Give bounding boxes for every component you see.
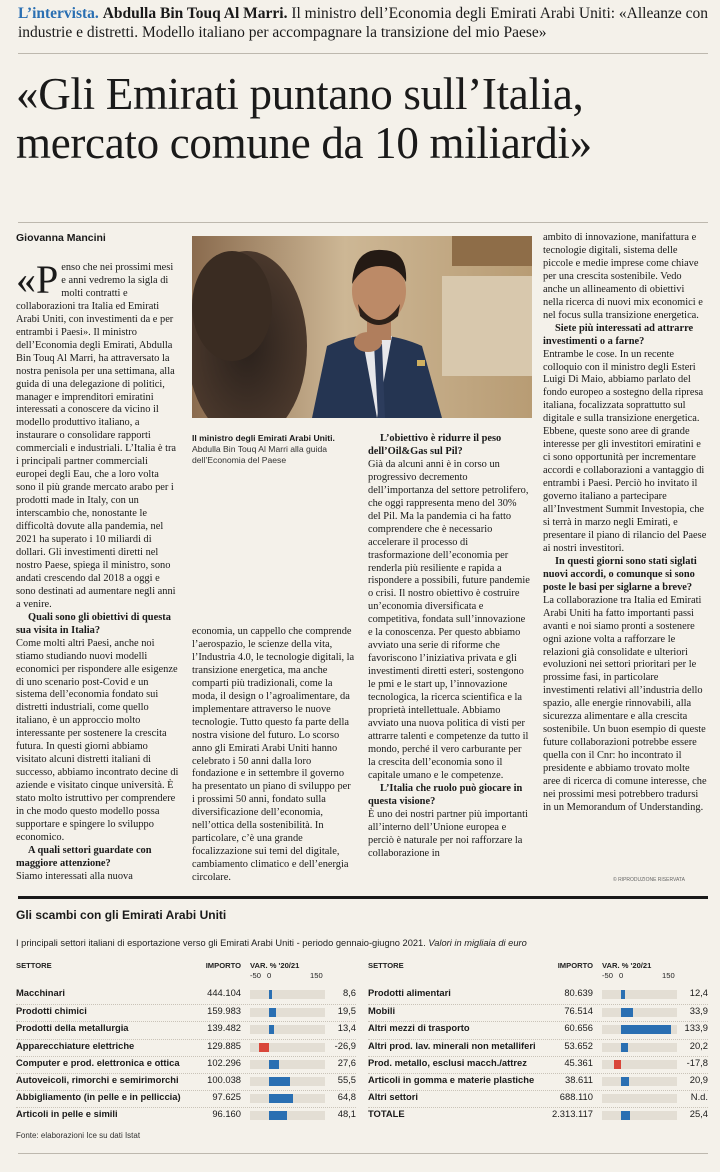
- tick-zero: 0: [267, 971, 272, 980]
- var-value: 20,2: [689, 1039, 708, 1051]
- sector-label: TOTALE: [368, 1108, 405, 1120]
- col-head-import: IMPORTO: [557, 961, 593, 970]
- amount-value: 60.656: [564, 1022, 593, 1034]
- var-bar-track: [250, 1077, 325, 1086]
- sector-label: Mobili: [368, 1005, 396, 1017]
- var-bar: [621, 1043, 629, 1052]
- article-lead: «P enso che nei prossimi mesi e anni vedremo la sigla di molti contratti e collaborazioni tra Italia ed Emirati Arabi Uniti, con investimenti da e per entrambi i Paesi». Il ministro dell’Economia degli Emirati, Abdulla Bin Touq Al Marri, ha attraversato la nostra penisola per una settimana, alla guida di una delegazione di politici, manager e imprenditori emiratini interessati a conoscere da vicino il modello produttivo italiano, a instaurare o consolidare rapporti commerciali e industriali. L’Italia è tra i principali partner commerciali europei degli Eau, che a loro volta sono il più grande mercato arabo per i prodotti made in Italy, con un interscambio che, nonostante le difficoltà dovute alla pandemia, nel 2021 ha superato i 10 miliardi di dollari. Gli investimenti diretti nel nostro Paese, spiega il ministro, sono andati crescendo dal 2018 a oggi e sono destinati ad aumentare negli anni a venire.: [16, 257, 177, 610]
- amount-value: 444.104: [207, 987, 241, 998]
- caption-bold: Il ministro degli Emirati Arabi Uniti.: [192, 433, 335, 443]
- var-bar: [269, 1060, 279, 1069]
- amount-value: 96.160: [212, 1108, 241, 1120]
- question: In questi giorni sono stati siglati nuovi accordi, o comunque si sono poste le basi per siglarne a breve?: [543, 555, 697, 593]
- var-bar: [621, 1025, 671, 1034]
- article-column-3: [368, 433, 530, 860]
- var-bar: [621, 990, 626, 999]
- var-value: 33,9: [689, 1005, 708, 1017]
- source-note: Fonte: elaborazioni Ice su dati Istat: [16, 1131, 141, 1140]
- question: A quali settori guardate con maggiore attenzione?: [16, 844, 152, 869]
- question: Siete più interessati ad attrarre investimenti o a farne?: [543, 322, 694, 347]
- box-title: Gli scambi con gli Emirati Arabi Uniti: [16, 908, 227, 922]
- answer: Entrambe le cose. In un recente colloquio con il ministro degli Esteri Luigi Di Maio, abbiamo parlato del fondo europeo a sostegno della ripresa italiana, focalizzata soprattutto sul digitale e sulla transizione energetica. Ebbene, queste sono aree di grande interesse per gli investitori emiratini e ci sono opportunità per incrementare accordi e collaborazioni a vantaggio di entrambi i Paesi. Perciò ho invitato il governo italiano a partecipare all’Investment Summit Investopia, che si terrà in marzo negli Emirati, e presentare il piano di rilancio del Paese ai nostri investitori.: [543, 348, 707, 554]
- var-bar-track: [250, 990, 325, 999]
- var-bar: [269, 1111, 287, 1120]
- kicker-name: Abdulla Bin Touq Al Marri.: [102, 5, 288, 22]
- sector-label: Articoli in pelle e simili: [16, 1108, 118, 1120]
- photo-caption: [192, 433, 362, 466]
- divider: [18, 1153, 708, 1154]
- divider: [18, 222, 708, 223]
- caption-text: Abdulla Bin Touq Al Marri alla guida dell’Economia del Paese: [192, 444, 328, 465]
- sector-label: Altri mezzi di trasporto: [368, 1022, 470, 1034]
- var-bar-track: [250, 1094, 325, 1103]
- col-head-sector: SETTORE: [368, 961, 404, 970]
- article-column-1: [16, 257, 180, 884]
- question: Quali sono gli obiettivi di questa sua visita in Italia?: [16, 611, 171, 636]
- var-bar-track: [602, 1008, 677, 1017]
- table-row: [368, 1107, 708, 1125]
- var-value: 48,1: [337, 1108, 356, 1120]
- headline-line-2: mercato comune da 10 miliardi»: [16, 118, 592, 168]
- var-bar: [621, 1008, 634, 1017]
- box-subtitle: I principali settori italiani di esportazione verso gli Emirati Arabi Uniti - periodo gennaio-giugno 2021. Valori in migliaia di euro: [16, 938, 527, 948]
- kicker: [18, 4, 708, 42]
- col-head-sector: SETTORE: [16, 961, 52, 970]
- copyright: © RIPRODUZIONE RISERVATA: [613, 877, 685, 883]
- var-bar: [269, 1008, 276, 1017]
- table-row: [368, 1056, 708, 1074]
- var-value: 13,4: [337, 1022, 356, 1034]
- var-bar-track: [602, 1094, 677, 1103]
- answer: La collaborazione tra Italia ed Emirati Arabi Uniti ha fatto importanti passi avanti e noi siamo pronti a sostenere ogni azione volta a rafforzare le relazioni già consolidate e ulteriori evoluzioni nei settori prioritari per le prossime fasi, in particolare investimenti relativi all’industria dello spazio, alle energie rinnovabili, alla sicurezza alimentare e alla crescita sostenibile. Un buon esempio di queste future collaborazioni potrebbe essere quella con il Cnr: ho incontrato il presidente e abbiamo trovato molte aree di ricerca di comune interesse, che nei prossimi mesi potrebbero tradursi in un Memorandum of Understanding.: [543, 594, 707, 813]
- var-bar-track: [602, 1060, 677, 1069]
- var-bar-track: [250, 1111, 325, 1120]
- sector-label: Prod. metallo, esclusi macch./attrez: [368, 1056, 527, 1068]
- table-row: [368, 1039, 708, 1057]
- var-bar-track: [602, 1077, 677, 1086]
- sector-label: Prodotti della metallurgia: [16, 1022, 129, 1034]
- table-row: [16, 1073, 356, 1091]
- article-column-4: [543, 232, 707, 815]
- sector-label: Prodotti alimentari: [368, 987, 451, 998]
- var-bar: [269, 1094, 293, 1103]
- col-head-var: VAR. % '20/21: [602, 961, 652, 970]
- tick-min: -50: [250, 971, 261, 980]
- amount-value: 80.639: [564, 987, 593, 998]
- var-bar: [621, 1111, 631, 1120]
- tick-max: 150: [310, 971, 323, 980]
- var-bar-track: [602, 1111, 677, 1120]
- sector-label: Abbigliamento (in pelle e in pelliccia): [16, 1091, 181, 1103]
- var-bar: [269, 1077, 290, 1086]
- var-value: 133,9: [684, 1022, 708, 1034]
- var-bar: [614, 1060, 621, 1069]
- var-bar-track: [250, 1060, 325, 1069]
- kicker-label: L’intervista.: [18, 5, 99, 22]
- table-row: [16, 1090, 356, 1108]
- answer: Già da alcuni anni è in corso un progressivo decremento dell’importanza del settore petrolifero, che oggi rappresenta meno del 30% del Pil. Ma la pandemia ci ha fatto comprendere che è necessario accelerare il processo di trasformazione dell’economia per renderla più resiliente e rapida a rispondere a possibili, future pandemie o crisi. Il nostro obiettivo è costruire un’economia diversificata e competitiva, fondata sull’innovazione e la conoscenza. Per questo abbiamo avviato una serie di riforme che favoriscono l’iniziativa privata e gli investimenti diretti esteri, sostengono le pmi e le start up, l’innovazione tecnologica, la ricerca scientifica e la proprietà intellettuale. Abbiamo avviato una nuova politica di visti per attrarre talenti e competenze da tutto il mondo, perché il vero carburante per la crescita dell’economia sono il capitale umano e le competenze.: [368, 458, 530, 781]
- answer: ambito di innovazione, manifattura e tecnologie digitali, sistema delle piccole e medie imprese come chiave per una crescita sostenibile. Vedo anche un allineamento di obiettivi nella ricerca di nuovi mix economici e nel focus sulla transizione energetica.: [543, 232, 703, 321]
- var-bar-track: [250, 1008, 325, 1017]
- question: L’obiettivo è ridurre il peso dell’Oil&Gas sul Pil?: [368, 433, 502, 457]
- var-bar-track: [602, 1025, 677, 1034]
- var-value: 8,6: [342, 987, 356, 998]
- sector-label: Articoli in gomma e materie plastiche: [368, 1074, 535, 1085]
- var-bar-track: [602, 1043, 677, 1052]
- table-row: [368, 987, 708, 1004]
- sector-label: Macchinari: [16, 987, 65, 998]
- byline: Giovanna Mancini: [16, 232, 106, 244]
- table-row: [16, 1004, 356, 1022]
- headline-line-1: «Gli Emirati puntano sull’Italia,: [16, 69, 584, 119]
- tick-max: 150: [662, 971, 675, 980]
- col-head-import: IMPORTO: [205, 961, 241, 970]
- amount-value: 45.361: [564, 1056, 593, 1068]
- sector-label: Prodotti chimici: [16, 1005, 87, 1017]
- amount-value: 97.625: [212, 1091, 241, 1103]
- amount-value: 53.652: [564, 1039, 593, 1051]
- amount-value: 139.482: [207, 1022, 241, 1034]
- var-bar: [269, 990, 272, 999]
- kicker-text: Il ministro dell’Economia degli Emirati Arabi Uniti: «Alleanze con industrie e distretti. Modello italiano per accompagnare la transizione del mio Paese»: [18, 5, 709, 41]
- headline: [16, 70, 716, 168]
- drop-cap: «P: [16, 257, 59, 302]
- var-value: 55,5: [337, 1074, 356, 1085]
- tick-zero: 0: [619, 971, 624, 980]
- divider: [18, 53, 708, 54]
- box-rule: [18, 896, 708, 899]
- var-bar-track: [250, 1025, 325, 1034]
- var-bar-track: [602, 990, 677, 999]
- answer: economia, un cappello che comprende l’aerospazio, le scienze della vita, l’Industria 4.0, le tecnologie digitali, la transizione energetica, ma anche comparti più tradizionali, come la moda, il design o l’agroalimentare, da implementare attraverso le nuove tecnologie. Tutto questo fa parte della nostra visione del futuro. Lo scorso anno gli Emirati Arabi Uniti hanno celebrato i 50 anni dalla loro fondazione e in settembre il governo ha presentato un piano di sviluppo per i prossimi 50 anni, fondato sulla diversificazione dell’economia, nell’ottica della sostenibilità. In particolare, c’è una grande focalizzazione sui temi del digitale, cambiamento climatico e dell’energia circolare.: [192, 626, 355, 884]
- table-row: [16, 1021, 356, 1039]
- var-bar: [259, 1043, 269, 1052]
- table-row: [368, 1073, 708, 1091]
- sector-label: Computer e prod. elettronica e ottica: [16, 1056, 180, 1068]
- sector-label: Altri settori: [368, 1091, 419, 1103]
- amount-value: 38.611: [565, 1074, 593, 1085]
- table-row: [16, 1039, 356, 1057]
- amount-value: 159.983: [207, 1005, 241, 1017]
- answer: È uno dei nostri partner più importanti all’interno dell’Unione europea e perciò è naturale per noi rafforzare la collaborazione in: [368, 808, 528, 859]
- amount-value: 129.885: [207, 1039, 241, 1051]
- question: L’Italia che ruolo può giocare in questa visione?: [368, 782, 523, 807]
- var-value: -17,8: [686, 1056, 708, 1068]
- minister-photo: [192, 236, 532, 418]
- var-value: 19,5: [337, 1005, 356, 1017]
- table-row: [16, 1056, 356, 1074]
- sector-label: Altri prod. lav. minerali non metalliferi: [368, 1039, 536, 1051]
- amount-value: 102.296: [207, 1056, 241, 1068]
- answer: Siamo interessati alla nuova: [16, 870, 133, 882]
- var-value: -26,9: [334, 1039, 356, 1051]
- table-row: [16, 987, 356, 1004]
- var-bar-track: [250, 1043, 325, 1052]
- var-value: N.d.: [690, 1091, 708, 1103]
- sector-label: Apparecchiature elettriche: [16, 1039, 135, 1051]
- amount-value: 688.110: [559, 1091, 593, 1103]
- var-value: 20,9: [689, 1074, 708, 1085]
- col-head-var: VAR. % '20/21: [250, 961, 300, 970]
- amount-value: 2.313.117: [551, 1108, 593, 1120]
- sector-label: Autoveicoli, rimorchi e semirimorchi: [16, 1074, 179, 1085]
- table-row: [368, 1021, 708, 1039]
- var-value: 12,4: [689, 987, 708, 998]
- table-row: [368, 1004, 708, 1022]
- answer: Come molti altri Paesi, anche noi stiamo studiando nuovi modelli economici per rispondere alle esigenze di uno scenario post-Covid e un sistema dell’economia fondato sui distretti industriali, come quello italiano, è un approccio molto interessante per sostenere la crescita futura. In questi giorni abbiamo visitato alcuni distretti italiani di successo, abbiamo incontrato decine di aziende e visitato cinque università. È stato molto istruttivo per comprendere in che modo questo modello possa supportare e spingere lo sviluppo economico.: [16, 637, 179, 843]
- var-value: 25,4: [689, 1108, 708, 1120]
- table-row: [16, 1107, 356, 1125]
- amount-value: 100.038: [207, 1074, 241, 1085]
- article-column-2: [192, 626, 355, 885]
- table-row: [368, 1090, 708, 1108]
- var-value: 27,6: [337, 1056, 356, 1068]
- var-bar: [621, 1077, 629, 1086]
- amount-value: 76.514: [564, 1005, 593, 1017]
- tick-min: -50: [602, 971, 613, 980]
- var-bar: [269, 1025, 274, 1034]
- var-value: 64,8: [337, 1091, 356, 1103]
